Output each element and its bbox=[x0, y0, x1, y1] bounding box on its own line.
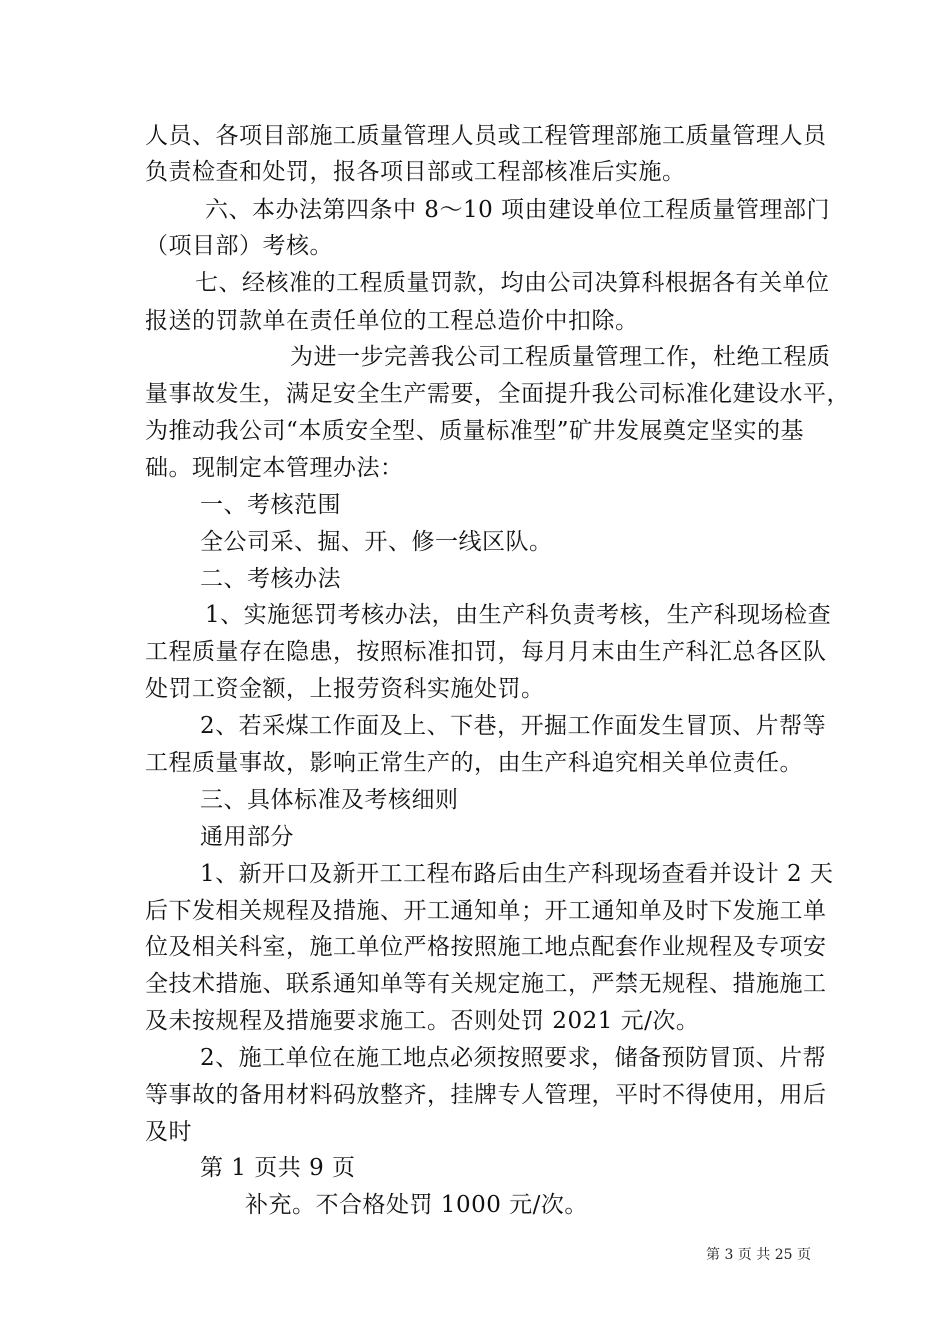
text-line: 报送的罚款单在责任单位的工程总造价中扣除。 bbox=[145, 308, 639, 334]
text-line: 位及相关科室，施工单位严格按照施工地点配套作业规程及专项安 bbox=[145, 934, 827, 960]
text-line: 七、经核准的工程质量罚款，均由公司决算科根据各有关单位 bbox=[195, 270, 830, 296]
text-line: 工程质量事故，影响正常生产的，由生产科追究相关单位责任。 bbox=[145, 750, 803, 776]
text-line: 1、实施惩罚考核办法，由生产科负责考核，生产科现场检查 bbox=[205, 602, 832, 628]
text-line: 补充。不合格处罚 1000 元/次。 bbox=[245, 1192, 588, 1218]
text-line: 后下发相关规程及措施、开工通知单；开工通知单及时下发施工单 bbox=[145, 898, 827, 924]
page-footer: 第 3 页 共 25 页 bbox=[706, 1247, 811, 1263]
text-line: 为推动我公司“本质安全型、质量标准型”矿井发展奠定坚实的基 bbox=[145, 418, 805, 444]
text-line: 2、施工单位在施工地点必须按照要求，储备预防冒顶、片帮 bbox=[200, 1045, 827, 1071]
text-line: （项目部）考核。 bbox=[145, 233, 333, 259]
text-line: 础。现制定本管理办法： bbox=[145, 455, 404, 481]
text-line: 及时 bbox=[145, 1119, 192, 1145]
text-line: 量事故发生，满足安全生产需要，全面提升我公司标准化建设水平， bbox=[145, 381, 850, 407]
text-line: 2、若采煤工作面及上、下巷，开掘工作面发生冒顶、片帮等 bbox=[200, 713, 827, 739]
text-line: 全技术措施、联系通知单等有关规定施工，严禁无规程、措施施工 bbox=[145, 971, 827, 997]
text-line: 等事故的备用材料码放整齐，挂牌专人管理，平时不得使用，用后 bbox=[145, 1082, 827, 1108]
text-line: 及未按规程及措施要求施工。否则处罚 2021 元/次。 bbox=[145, 1008, 700, 1034]
section-heading: 通用部分 bbox=[200, 824, 294, 850]
text-line: 1、新开口及新开工工程布路后由生产科现场查看并设计 2 天 bbox=[200, 861, 834, 887]
section-heading: 一、考核范围 bbox=[200, 492, 341, 518]
text-line: 全公司采、掘、开、修一线区队。 bbox=[200, 529, 553, 555]
section-heading: 二、考核办法 bbox=[200, 566, 341, 592]
section-heading: 三、具体标准及考核细则 bbox=[200, 787, 459, 813]
text-line: 工程质量存在隐患，按照标准扣罚，每月月末由生产科汇总各区队 bbox=[145, 639, 827, 665]
text-line: 人员、各项目部施工质量管理人员或工程管理部施工质量管理人员 bbox=[145, 123, 827, 149]
text-line: 为进一步完善我公司工程质量管理工作，杜绝工程质 bbox=[290, 344, 831, 370]
text-line: 处罚工资金额，上报劳资科实施处罚。 bbox=[145, 676, 545, 702]
text-line: 六、本办法第四条中 8～10 项由建设单位工程质量管理部门 bbox=[205, 197, 831, 223]
text-line: 负责检查和处罚，报各项目部或工程部核准后实施。 bbox=[145, 159, 686, 185]
inner-page-number: 第 1 页共 9 页 bbox=[200, 1155, 356, 1181]
